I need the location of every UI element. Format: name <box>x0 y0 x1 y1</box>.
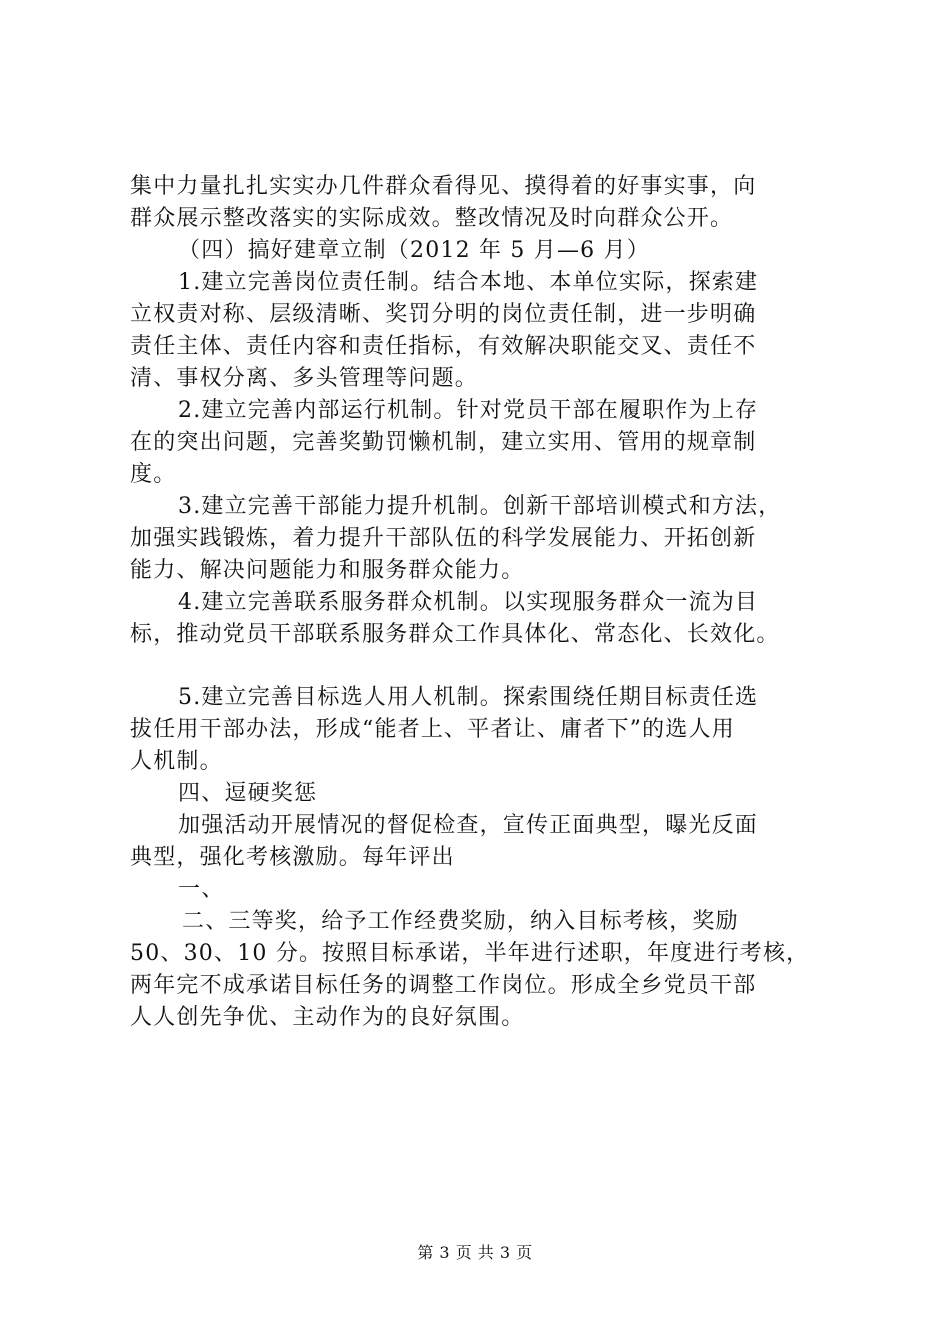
body-line: 50、30、10 分。按照目标承诺，半年进行述职，年度进行考核， <box>130 941 810 966</box>
body-line: 立权责对称、层级清晰、奖罚分明的岗位责任制，进一步明确 <box>130 302 757 327</box>
body-line: 人机制。 <box>130 749 223 774</box>
body-line: 集中力量扎扎实实办几件群众看得见、摸得着的好事实事，向 <box>130 174 757 199</box>
body-line: 清、事权分离、多头管理等问题。 <box>130 366 479 391</box>
body-line: 一、 <box>178 877 225 902</box>
body-line: 标，推动党员干部联系服务群众工作具体化、常态化、长效化。 <box>130 622 780 647</box>
page-number-footer: 第 3 页 共 3 页 <box>417 1243 533 1262</box>
body-line: 责任主体、责任内容和责任指标，有效解决职能交叉、责任不 <box>130 334 757 359</box>
body-line: 1.建立完善岗位责任制。结合本地、本单位实际，探索建 <box>178 270 759 295</box>
paragraph-gap <box>130 651 830 682</box>
section-heading: 四、逗硬奖惩 <box>178 781 318 806</box>
body-line: 二、三等奖，给予工作经费奖励，纳入目标考核，奖励 <box>182 909 739 934</box>
body-line: 5.建立完善目标选人用人机制。探索围绕任期目标责任选 <box>178 685 759 710</box>
body-line: 2.建立完善内部运行机制。针对党员干部在履职作为上存 <box>178 398 759 423</box>
body-line: 拔任用干部办法，形成“能者上、平者让、庸者下”的选人用 <box>130 717 735 742</box>
body-line: 在的突出问题，完善奖勤罚懒机制，建立实用、管用的规章制 <box>130 430 757 455</box>
body-line: 加强活动开展情况的督促检查，宣传正面典型，曝光反面 <box>178 813 759 838</box>
body-line: 典型，强化考核激励。每年评出 <box>130 845 455 870</box>
section-heading: （四）搞好建章立制（2012 年 5 月—6 月） <box>178 238 650 263</box>
body-line: 人人创先争优、主动作为的良好氛围。 <box>130 1005 525 1030</box>
body-line: 加强实践锻炼，着力提升干部队伍的科学发展能力、开拓创新 <box>130 526 757 551</box>
body-line: 度。 <box>130 462 177 487</box>
body-line: 两年完不成承诺目标任务的调整工作岗位。形成全乡党员干部 <box>130 973 757 998</box>
document-body <box>130 171 830 1034</box>
body-line: 4.建立完善联系服务群众机制。以实现服务群众一流为目 <box>178 590 759 615</box>
body-line: 能力、解决问题能力和服务群众能力。 <box>130 558 525 583</box>
body-line: 3.建立完善干部能力提升机制。创新干部培训模式和方法， <box>178 494 782 519</box>
body-line: 群众展示整改落实的实际成效。整改情况及时向群众公开。 <box>130 206 734 231</box>
